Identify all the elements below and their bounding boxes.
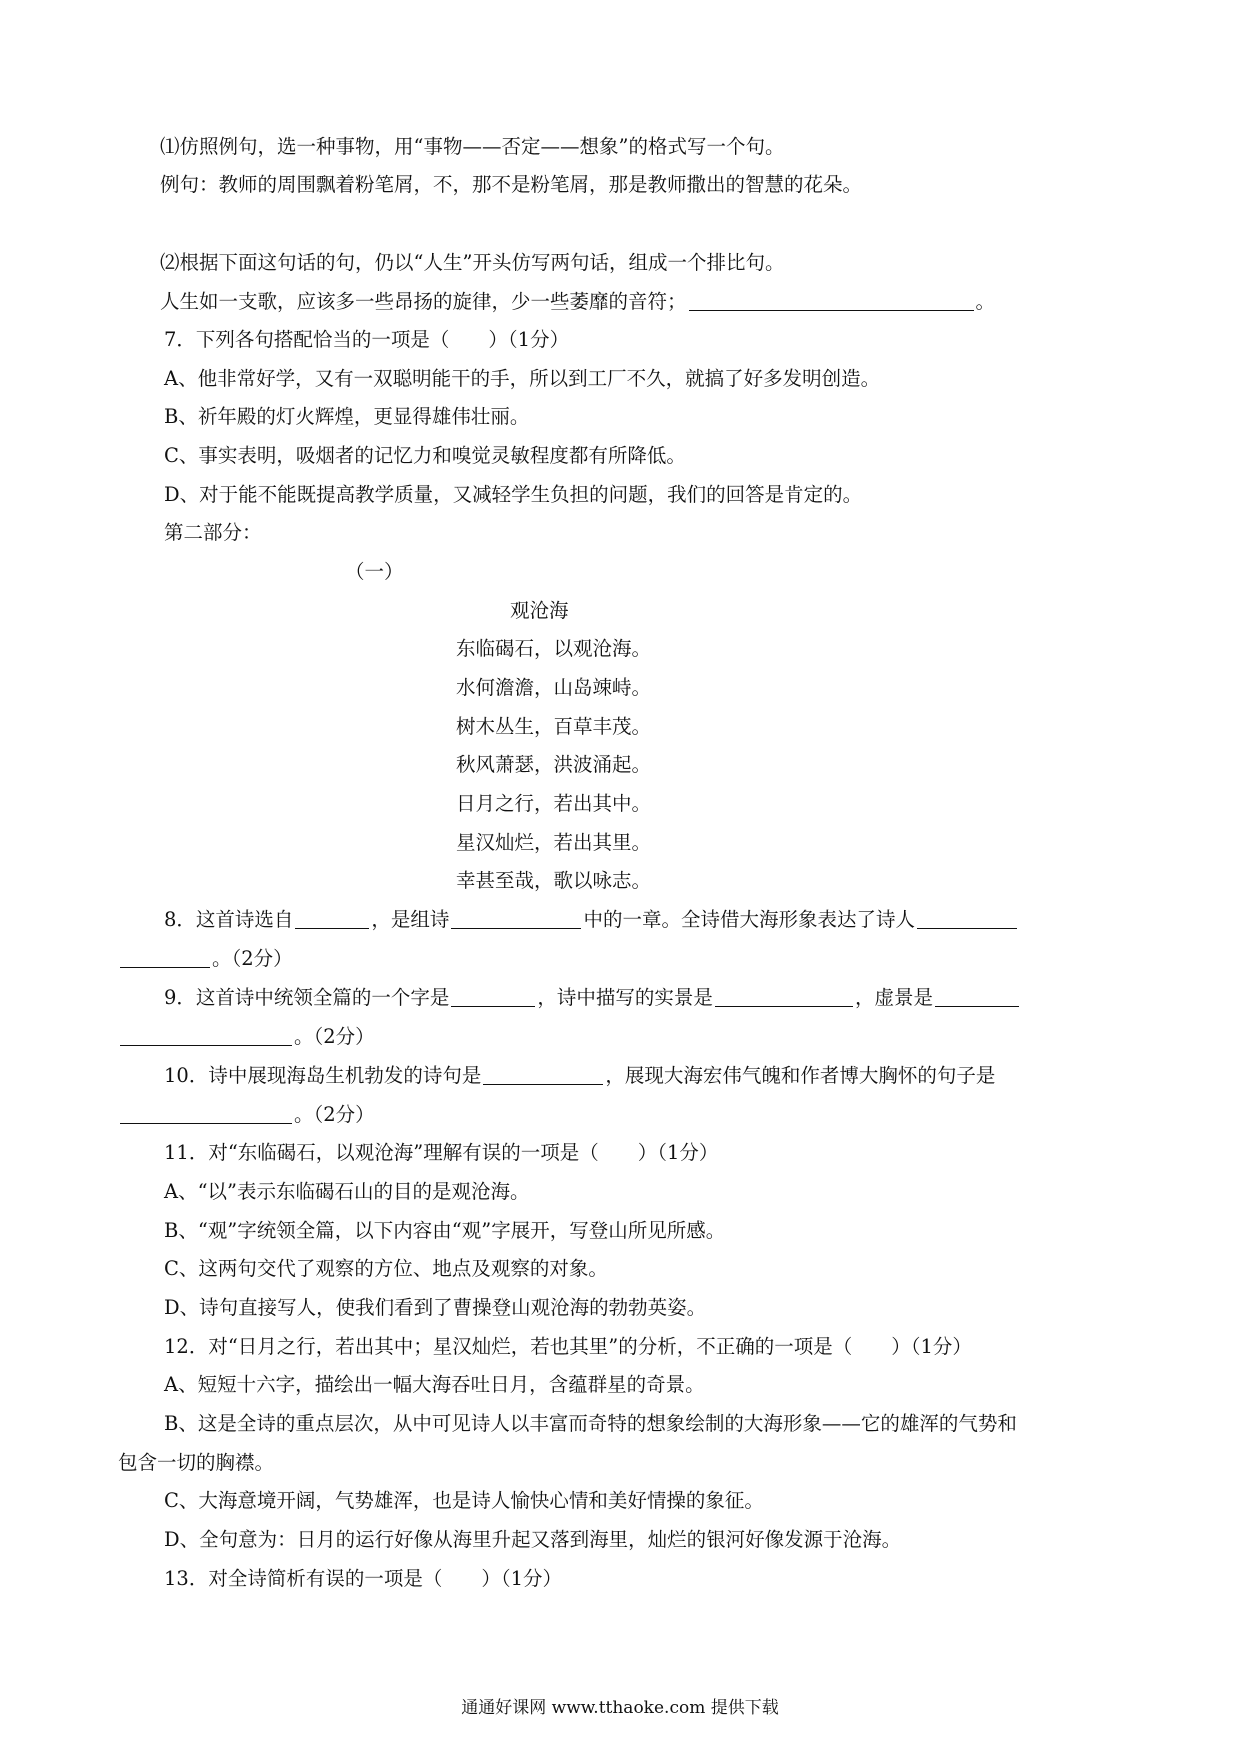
answer-blank[interactable] [120,1104,292,1124]
q11-option-d: D、诗句直接写人，使我们看到了曹操登山观沧海的勃勃英姿。 [164,1296,707,1319]
poem-line: 秋风萧瑟，洪波涌起。 [456,753,652,776]
q8-line1 [164,907,1019,933]
answer-blank[interactable] [935,987,1019,1007]
q10-text-c: 。（2分） [294,1103,375,1126]
q12-option-d: D、全句意为：日月的运行好像从海里升起又落到海里，灿烂的银河好像发源于沧海。 [164,1528,902,1551]
q7-option-c: C、事实表明，吸烟者的记忆力和嗅觉灵敏程度都有所降低。 [164,444,686,467]
q12-option-b-line1: B、这是全诗的重点层次，从中可见诗人以丰富而奇特的想象绘制的大海形象——它的雄浑的气势和 [164,1412,1017,1435]
q12-option-b-line2: 包含一切的胸襟。 [118,1451,275,1474]
section-number: （一） [345,560,404,583]
poem-title: 观沧海 [510,599,569,622]
poem-line: 树木丛生，百草丰茂。 [456,715,652,738]
q7-option-b: B、祈年殿的灯火辉煌，更显得雄伟壮丽。 [164,405,530,428]
q9-text-a: 9．这首诗中统领全篇的一个字是 [164,986,450,1009]
q6-part1-example: 例句：教师的周围飘着粉笔屑，不，那不是粉笔屑，那是教师撒出的智慧的花朵。 [160,173,863,196]
answer-blank[interactable] [451,909,581,929]
page-footer: 通通好课网 www.tthaoke.com 提供下载 [461,1698,779,1718]
q9-text-d: 。（2分） [294,1025,375,1048]
q10-line1 [164,1063,995,1089]
q9-line2 [118,1024,375,1050]
q10-line2 [118,1102,375,1128]
q9-text-b: ，诗中描写的实景是 [537,986,713,1009]
poem-line: 星汉灿烂，若出其里。 [456,831,652,854]
answer-blank[interactable] [295,909,369,929]
answer-blank[interactable] [120,1026,292,1046]
q12-option-c: C、大海意境开阔，气势雄浑，也是诗人愉快心情和美好情操的象征。 [164,1489,764,1512]
q7-option-a: A、他非常好学，又有一双聪明能干的手，所以到工厂不久，就搞了好多发明创造。 [164,367,881,390]
q13-stem: 13．对全诗简析有误的一项是（ ）（1分） [164,1567,562,1590]
poem-line: 幸甚至哉，歌以咏志。 [456,869,652,892]
answer-blank[interactable] [483,1065,603,1085]
q10-text-b: ，展现大海宏伟气魄和作者博大胸怀的句子是 [605,1064,996,1087]
poem-line: 水何澹澹，山岛竦峙。 [456,676,652,699]
q7-option-d: D、对于能不能既提高教学质量，又减轻学生负担的问题，我们的回答是肯定的。 [164,483,863,506]
q9-text-c: ，虚景是 [854,986,933,1009]
answer-blank[interactable] [715,987,853,1007]
q11-option-c: C、这两句交代了观察的方位、地点及观察的对象。 [164,1257,608,1280]
q7-stem: 7．下列各句搭配恰当的一项是（ ）（1分） [164,328,570,351]
poem-line: 日月之行，若出其中。 [456,792,652,815]
q6-part2-end: 。 [975,290,996,313]
q8-text-c: 中的一章。全诗借大海形象表达了诗人 [583,908,915,931]
answer-blank[interactable] [451,987,535,1007]
q6-part2-line [160,289,995,315]
q6-part2-instruction: ⑵根据下面这句话的句，仍以“人生”开头仿写两句话，组成一个排比句。 [160,251,785,274]
part2-heading: 第二部分： [164,521,262,544]
answer-blank[interactable] [120,948,210,968]
poem-line: 东临碣石，以观沧海。 [456,637,652,660]
q12-stem: 12．对“日月之行，若出其中；星汉灿烂，若也其里”的分析，不正确的一项是（ ）（1分） [164,1335,972,1358]
q11-option-b: B、“观”字统领全篇，以下内容由“观”字展开，写登山所见所感。 [164,1219,726,1242]
q9-line1 [164,985,1021,1011]
q8-line2 [118,946,293,972]
answer-blank[interactable] [917,909,1017,929]
q10-text-a: 10．诗中展现海岛生机勃发的诗句是 [164,1064,482,1087]
q6-part2-sentence: 人生如一支歌，应该多一些昂扬的旋律，少一些萎靡的音符； [160,290,687,313]
q8-text-b: ，是组诗 [371,908,450,931]
q12-option-a: A、短短十六字，描绘出一幅大海吞吐日月，含蕴群星的奇景。 [164,1373,705,1396]
answer-blank[interactable] [689,291,974,311]
q11-option-a: A、“以”表示东临碣石山的目的是观沧海。 [164,1180,530,1203]
q8-text-d: 。（2分） [212,947,293,970]
q6-part1-instruction: ⑴仿照例句，选一种事物，用“事物——否定——想象”的格式写一个句。 [160,135,785,158]
q8-text-a: 8．这首诗选自 [164,908,294,931]
q11-stem: 11．对“东临碣石，以观沧海”理解有误的一项是（ ）（1分） [164,1141,719,1164]
